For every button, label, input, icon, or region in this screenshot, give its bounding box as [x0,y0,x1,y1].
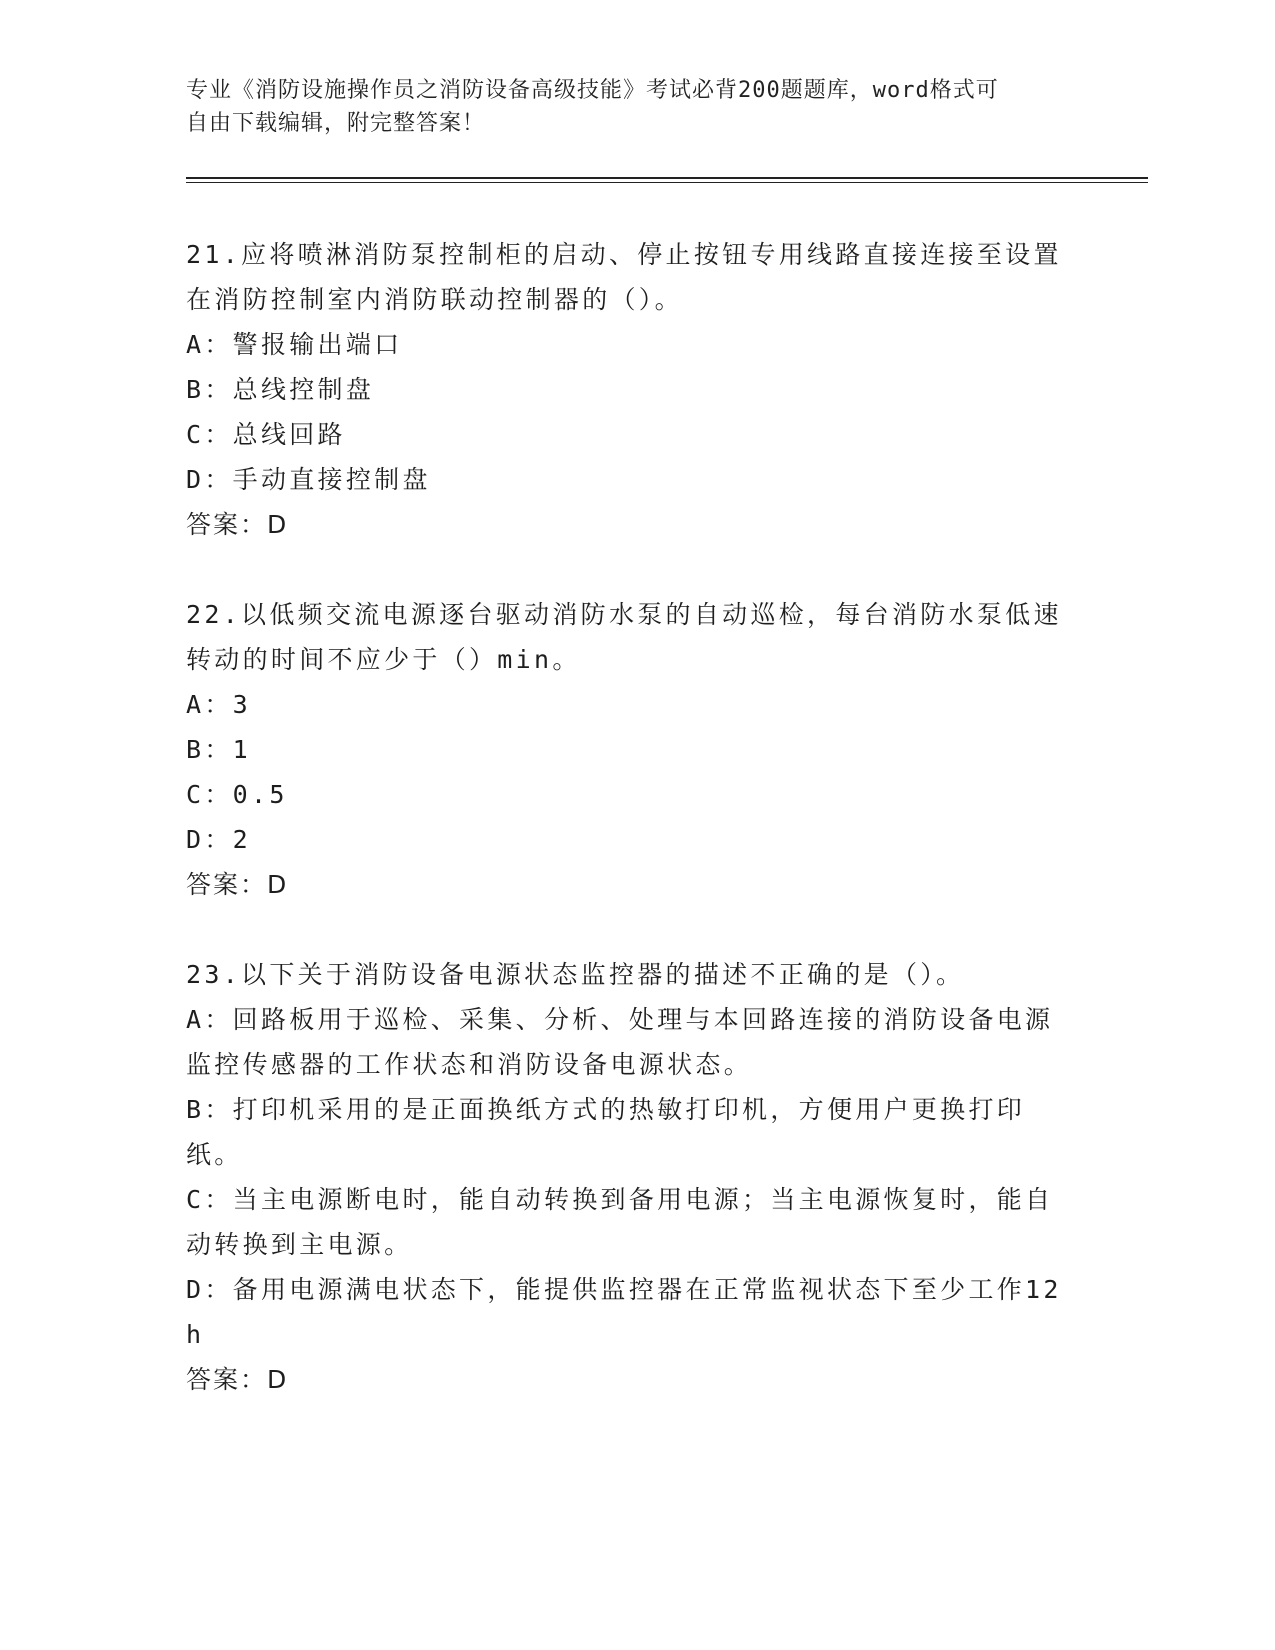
question-text: 23.以下关于消防设备电源状态监控器的描述不正确的是（）。 [186,960,965,989]
option-b: B：打印机采用的是正面换纸方式的热敏打印机，方便用户更换打印纸。 [186,1095,1026,1169]
header-divider-top [186,177,1148,179]
answer-line: 答案：D [186,870,289,899]
option-b: B：总线控制盘 [186,375,375,404]
option-c: C：总线回路 [186,420,346,449]
option-d: D：手动直接控制盘 [186,465,431,494]
option-d: D：备用电源满电状态下，能提供监控器在正常监视状态下至少工作12h [186,1275,1062,1349]
header-divider-bottom [186,182,1148,183]
answer-line: 答案：D [186,510,289,539]
option-c: C：0.5 [186,780,288,809]
option-a: A：回路板用于巡检、采集、分析、处理与本回路连接的消防设备电源监控传感器的工作状态和消防设备电源状态。 [186,1005,1054,1079]
question-text: 21.应将喷淋消防泵控制柜的启动、停止按钮专用线路直接连接至设置在消防控制室内消防联动控制器的（）。 [186,240,1062,314]
option-c: C：当主电源断电时，能自动转换到备用电源；当主电源恢复时，能自动转换到主电源。 [186,1185,1054,1259]
question-21 [186,232,1066,547]
document-header [186,74,1066,140]
option-d: D：2 [186,825,252,854]
question-22 [186,592,1066,907]
header-line-2: 自由下载编辑，附完整答案！ [186,111,486,136]
answer-line: 答案：D [186,1365,289,1394]
question-text: 22.以低频交流电源逐台驱动消防水泵的自动巡检，每台消防水泵低速转动的时间不应少于（）min。 [186,600,1062,674]
header-line-1: 专业《消防设施操作员之消防设备高级技能》考试必背200题题库，word格式可 [186,78,999,103]
option-b: B：1 [186,735,252,764]
question-23 [186,952,1066,1402]
question-list [186,232,1066,1447]
option-a: A：3 [186,690,252,719]
option-a: A：警报输出端口 [186,330,403,359]
